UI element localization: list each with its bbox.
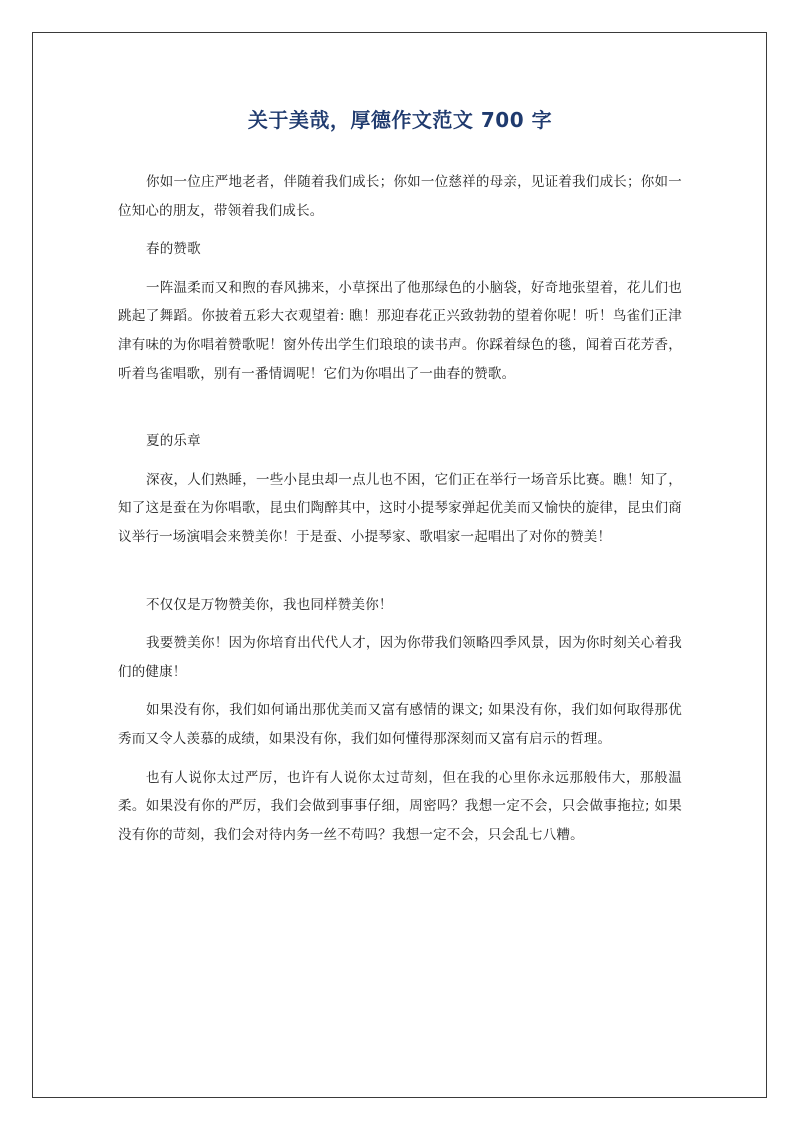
section-heading-spring: 春的赞歌 xyxy=(146,241,201,258)
strict-paragraph: 也有人说你太过严厉，也许有人说你太过苛刻，但在我的心里你永远那般伟大，那般温柔。如果没有你的严厉，我们会做到事事仔细，周密吗？我想一定不会，只会做事拖拉; 如果没有你的苛刻，我们会对待内务一丝不苟吗？我想一定不会，只会乱七八糟。 xyxy=(118,769,682,843)
summer-paragraph: 深夜，人们熟睡，一些小昆虫却一点儿也不困，它们正在举行一场音乐比赛。瞧！知了，知了这是蚕在为你唱歌，昆虫们陶醉其中，这时小提琴家弹起优美而又愉快的旋律，昆虫们商议举行一场演唱会来赞美你！于是蚕、小提琴家、歌唱家一起唱出了对你的赞美！ xyxy=(118,471,682,545)
reason-paragraph: 我要赞美你！因为你培育出代代人才，因为你带我们领略四季风景，因为你时刻关心着我们的健康！ xyxy=(118,635,682,680)
without-you-paragraph: 如果没有你，我们如何诵出那优美而又富有感情的课文; 如果没有你，我们如何取得那优秀而又令人羡慕的成绩，如果没有你，我们如何懂得那深刻而又富有启示的哲理。 xyxy=(118,702,682,747)
section-heading-summer: 夏的乐章 xyxy=(146,433,201,450)
praise-paragraph: 不仅仅是万物赞美你，我也同样赞美你！ xyxy=(146,596,393,613)
document-title: 关于美哉，厚德作文范文 700 字 xyxy=(247,108,553,132)
document-body xyxy=(118,168,682,859)
spring-paragraph: 一阵温柔而又和煦的春风拂来，小草探出了他那绿色的小脑袋，好奇地张望着，花儿们也跳起了舞蹈。你披着五彩大衣观望着: 瞧！那迎春花正兴致勃勃的望着你呢！听！鸟雀们正津津有味的为你唱着赞歌呢！窗外传出学生们琅琅的读书声。你踩着绿色的毯，闻着百花芳香，听着鸟雀唱歌，别有一番情调呢！它们为你唱出了一曲春的赞歌。 xyxy=(118,279,682,382)
intro-paragraph: 你如一位庄严地老者，伴随着我们成长；你如一位慈祥的母亲，见证着我们成长；你如一位知心的朋友，带领着我们成长。 xyxy=(118,174,682,219)
